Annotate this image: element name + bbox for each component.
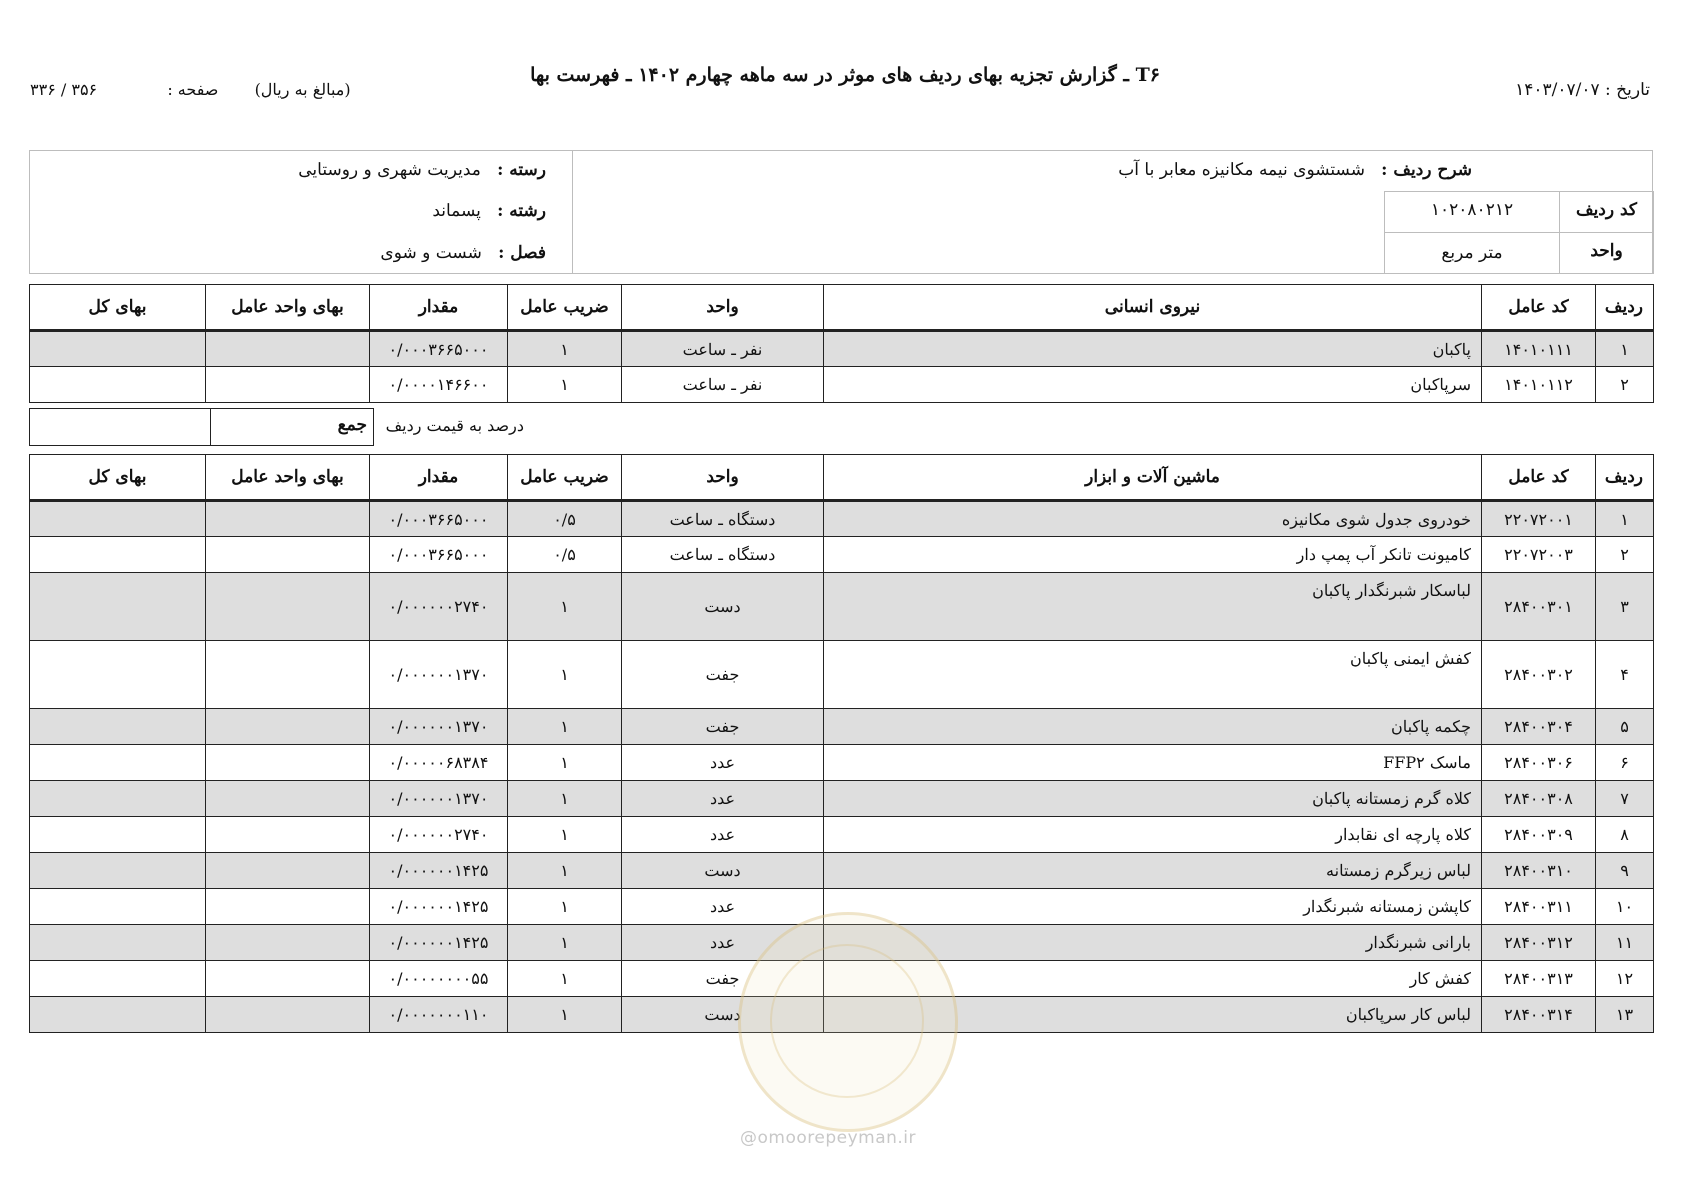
watermark-site: @omoorepeyman.ir xyxy=(740,1128,917,1148)
unit-price xyxy=(206,853,370,889)
col-header: بهای کل xyxy=(30,285,206,331)
labor-table xyxy=(29,284,1654,403)
factor-name: لباسکار شبرنگدار پاکبان xyxy=(824,573,1482,641)
factor-coef: ۱ xyxy=(508,641,622,709)
total-price xyxy=(30,997,206,1033)
field-row xyxy=(432,201,546,221)
col-header: نیروی انسانی xyxy=(824,285,1482,331)
factor-amount: ۰/۰۰۰۰۰۶۸۳۸۴ xyxy=(370,745,508,781)
factor-coef: ۱ xyxy=(508,781,622,817)
table-row xyxy=(30,537,1654,573)
date-value: ۱۴۰۳/۰۷/۰۷ xyxy=(1515,80,1600,100)
watermark-gear-icon xyxy=(770,944,924,1098)
factor-coef: ۱ xyxy=(508,745,622,781)
table-row xyxy=(30,709,1654,745)
unit-price xyxy=(206,961,370,997)
row-number: ۲ xyxy=(1596,367,1654,403)
unit-price xyxy=(206,709,370,745)
code-label: کد ردیف xyxy=(1575,200,1638,220)
factor-code: ۲۸۴۰۰۳۱۴ xyxy=(1482,997,1596,1033)
factor-code: ۲۸۴۰۰۳۰۸ xyxy=(1482,781,1596,817)
chapter-value: شست و شوی xyxy=(380,243,482,263)
col-header: ضریب عامل xyxy=(508,455,622,501)
table-row xyxy=(30,331,1654,367)
unit-price xyxy=(206,997,370,1033)
percent-label: درصد به قیمت ردیف xyxy=(385,416,524,435)
factor-code: ۲۸۴۰۰۳۰۱ xyxy=(1482,573,1596,641)
factor-amount: ۰/۰۰۰۰۰۰۱۳۷۰ xyxy=(370,709,508,745)
row-number: ۶ xyxy=(1596,745,1654,781)
factor-name: کلاه پارچه ای نقابدار xyxy=(824,817,1482,853)
category-row xyxy=(298,160,546,180)
factor-unit: عدد xyxy=(622,817,824,853)
row-number: ۲ xyxy=(1596,537,1654,573)
factor-name: لباس زیرگرم زمستانه xyxy=(824,853,1482,889)
row-number: ۳ xyxy=(1596,573,1654,641)
report-title: T۶ ـ گزارش تجزیه بهای ردیف های موثر در سه ماهه چهارم ۱۴۰۲ ـ فهرست بها xyxy=(530,64,1160,86)
factor-amount: ۰/۰۰۰۰۱۴۶۶۰۰ xyxy=(370,367,508,403)
factor-unit: جفت xyxy=(622,961,824,997)
factor-coef: ۰/۵ xyxy=(508,501,622,537)
factor-name: چکمه پاکبان xyxy=(824,709,1482,745)
factor-name: بارانی شبرنگدار xyxy=(824,925,1482,961)
row-number: ۱۰ xyxy=(1596,889,1654,925)
table-row xyxy=(30,817,1654,853)
chapter-label: فصل : xyxy=(498,243,546,263)
factor-code: ۲۸۴۰۰۳۱۳ xyxy=(1482,961,1596,997)
row-number: ۵ xyxy=(1596,709,1654,745)
factor-coef: ۱ xyxy=(508,889,622,925)
col-header: ردیف xyxy=(1596,455,1654,501)
total-price xyxy=(30,573,206,641)
factor-coef: ۱ xyxy=(508,573,622,641)
factor-amount: ۰/۰۰۰۰۰۰۲۷۴۰ xyxy=(370,573,508,641)
factor-unit: نفر ـ ساعت xyxy=(622,367,824,403)
unit-price xyxy=(206,501,370,537)
unit-price xyxy=(206,367,370,403)
total-price xyxy=(30,781,206,817)
unit-price xyxy=(206,889,370,925)
row-number: ۱۳ xyxy=(1596,997,1654,1033)
item-description xyxy=(1118,160,1472,180)
factor-amount: ۰/۰۰۰۰۰۰۱۳۷۰ xyxy=(370,781,508,817)
col-header: کد عامل xyxy=(1482,455,1596,501)
sum-label: جمع xyxy=(210,408,374,446)
col-header: ماشین آلات و ابزار xyxy=(824,455,1482,501)
factor-name: سرپاکبان xyxy=(824,367,1482,403)
row-number: ۷ xyxy=(1596,781,1654,817)
field-label: رشته : xyxy=(497,201,546,221)
chapter-row xyxy=(380,243,546,263)
factor-name: کفش کار xyxy=(824,961,1482,997)
unit-price xyxy=(206,781,370,817)
table-row xyxy=(30,367,1654,403)
table-row xyxy=(30,781,1654,817)
machine-header-row xyxy=(30,455,1654,501)
factor-amount: ۰/۰۰۰۰۰۰۱۳۷۰ xyxy=(370,641,508,709)
field-value: پسماند xyxy=(432,201,481,221)
factor-unit: نفر ـ ساعت xyxy=(622,331,824,367)
col-header: واحد xyxy=(622,285,824,331)
factor-code: ۲۲۰۷۲۰۰۳ xyxy=(1482,537,1596,573)
factor-name: لباس کار سرپاکبان xyxy=(824,997,1482,1033)
factor-code: ۲۸۴۰۰۳۰۴ xyxy=(1482,709,1596,745)
total-price xyxy=(30,537,206,573)
factor-amount: ۰/۰۰۰۳۶۶۵۰۰۰ xyxy=(370,331,508,367)
factor-coef: ۱ xyxy=(508,817,622,853)
col-header: مقدار xyxy=(370,285,508,331)
total-price xyxy=(30,889,206,925)
factor-amount: ۰/۰۰۰۰۰۰۲۷۴۰ xyxy=(370,817,508,853)
factor-coef: ۱ xyxy=(508,853,622,889)
factor-name: کلاه گرم زمستانه پاکبان xyxy=(824,781,1482,817)
factor-coef: ۱ xyxy=(508,331,622,367)
factor-coef: ۱ xyxy=(508,367,622,403)
factor-code: ۱۴۰۱۰۱۱۱ xyxy=(1482,331,1596,367)
factor-code: ۱۴۰۱۰۱۱۲ xyxy=(1482,367,1596,403)
row-number: ۱۱ xyxy=(1596,925,1654,961)
factor-unit: دستگاه ـ ساعت xyxy=(622,537,824,573)
date-label: تاریخ : xyxy=(1605,80,1650,100)
row-number: ۱ xyxy=(1596,331,1654,367)
factor-name: کامیونت تانکر آب پمپ دار xyxy=(824,537,1482,573)
page-label: صفحه : xyxy=(167,80,219,99)
factor-unit: دست xyxy=(622,573,824,641)
factor-unit: دستگاه ـ ساعت xyxy=(622,501,824,537)
factor-unit: عدد xyxy=(622,745,824,781)
table-row xyxy=(30,501,1654,537)
row-number: ۱۲ xyxy=(1596,961,1654,997)
table-row xyxy=(30,745,1654,781)
unit-price xyxy=(206,925,370,961)
col-header: ضریب عامل xyxy=(508,285,622,331)
total-price xyxy=(30,961,206,997)
unit-label: واحد xyxy=(1590,241,1623,261)
factor-unit: عدد xyxy=(622,889,824,925)
row-number: ۸ xyxy=(1596,817,1654,853)
desc-label: شرح ردیف : xyxy=(1381,160,1472,180)
row-number: ۴ xyxy=(1596,641,1654,709)
sum-total-cell xyxy=(29,408,211,446)
col-header: ردیف xyxy=(1596,285,1654,331)
unit-price xyxy=(206,573,370,641)
col-header: کد عامل xyxy=(1482,285,1596,331)
total-price xyxy=(30,367,206,403)
factor-code: ۲۸۴۰۰۳۱۰ xyxy=(1482,853,1596,889)
factor-code: ۲۸۴۰۰۳۱۱ xyxy=(1482,889,1596,925)
total-price xyxy=(30,817,206,853)
col-header: مقدار xyxy=(370,455,508,501)
factor-code: ۲۸۴۰۰۳۰۶ xyxy=(1482,745,1596,781)
row-number: ۹ xyxy=(1596,853,1654,889)
factor-unit: جفت xyxy=(622,709,824,745)
col-header: واحد xyxy=(622,455,824,501)
table-row xyxy=(30,573,1654,641)
col-header: بهای کل xyxy=(30,455,206,501)
unit-price xyxy=(206,745,370,781)
col-header: بهای واحد عامل xyxy=(206,455,370,501)
factor-coef: ۰/۵ xyxy=(508,537,622,573)
table-row xyxy=(30,853,1654,889)
col-header: بهای واحد عامل xyxy=(206,285,370,331)
factor-amount: ۰/۰۰۰۰۰۰۱۴۲۵ xyxy=(370,853,508,889)
category-label: رسته : xyxy=(497,160,546,180)
factor-amount: ۰/۰۰۰۳۶۶۵۰۰۰ xyxy=(370,537,508,573)
item-code: ۱۰۲۰۸۰۲۱۲ xyxy=(1430,200,1514,220)
factor-coef: ۱ xyxy=(508,961,622,997)
labor-sum-row xyxy=(29,408,1653,446)
factor-unit: دست xyxy=(622,997,824,1033)
unit-price xyxy=(206,331,370,367)
factor-amount: ۰/۰۰۰۰۰۰۰۱۱۰ xyxy=(370,997,508,1033)
factor-coef: ۱ xyxy=(508,925,622,961)
unit-price xyxy=(206,537,370,573)
labor-header-row xyxy=(30,285,1654,331)
factor-name: ماسک FFP۲ xyxy=(824,745,1482,781)
category-value: مدیریت شهری و روستایی xyxy=(298,160,481,180)
unit-price xyxy=(206,817,370,853)
factor-code: ۲۲۰۷۲۰۰۱ xyxy=(1482,501,1596,537)
factor-amount: ۰/۰۰۰۰۰۰۱۴۲۵ xyxy=(370,889,508,925)
total-price xyxy=(30,331,206,367)
factor-unit: دست xyxy=(622,853,824,889)
row-number: ۱ xyxy=(1596,501,1654,537)
factor-name: خودروی جدول شوی مکانیزه xyxy=(824,501,1482,537)
report-date xyxy=(1515,80,1650,100)
page-number: ۳۵۶ / ۳۳۶ xyxy=(30,80,98,99)
factor-name: کفش ایمنی پاکبان xyxy=(824,641,1482,709)
factor-code: ۲۸۴۰۰۳۰۲ xyxy=(1482,641,1596,709)
factor-code: ۲۸۴۰۰۳۱۲ xyxy=(1482,925,1596,961)
page-info xyxy=(30,80,351,99)
total-price xyxy=(30,745,206,781)
factor-unit: عدد xyxy=(622,925,824,961)
total-price xyxy=(30,641,206,709)
factor-unit: عدد xyxy=(622,781,824,817)
table-row xyxy=(30,641,1654,709)
item-unit: متر مربع xyxy=(1441,243,1503,263)
factor-amount: ۰/۰۰۰۳۶۶۵۰۰۰ xyxy=(370,501,508,537)
total-price xyxy=(30,853,206,889)
factor-code: ۲۸۴۰۰۳۰۹ xyxy=(1482,817,1596,853)
item-info-box xyxy=(29,150,1653,274)
factor-name: کاپشن زمستانه شبرنگدار xyxy=(824,889,1482,925)
total-price xyxy=(30,925,206,961)
factor-name: پاکبان xyxy=(824,331,1482,367)
factor-coef: ۱ xyxy=(508,997,622,1033)
unit-price xyxy=(206,641,370,709)
factor-unit: جفت xyxy=(622,641,824,709)
amount-note: (مبالغ به ریال) xyxy=(254,80,351,99)
factor-amount: ۰/۰۰۰۰۰۰۰۰۵۵ xyxy=(370,961,508,997)
desc-value: شستشوی نیمه مکانیزه معابر با آب xyxy=(1118,160,1365,180)
total-price xyxy=(30,709,206,745)
total-price xyxy=(30,501,206,537)
factor-amount: ۰/۰۰۰۰۰۰۱۴۲۵ xyxy=(370,925,508,961)
factor-coef: ۱ xyxy=(508,709,622,745)
